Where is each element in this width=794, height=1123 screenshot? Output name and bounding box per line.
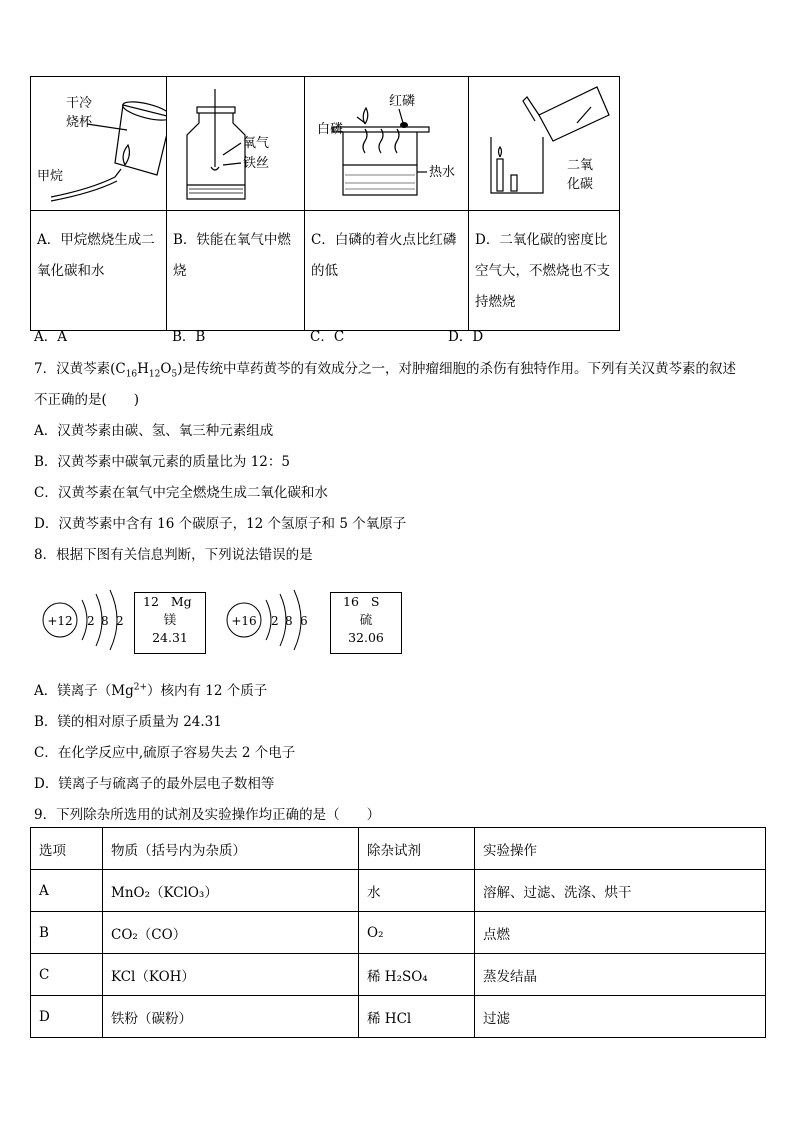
caption-d: D．二氧化碳的密度比空气大，不燃烧也不支持燃烧 bbox=[469, 211, 620, 331]
table-header-row bbox=[31, 828, 766, 870]
flame-icon bbox=[123, 145, 129, 165]
caption-b: B．铁能在氧气中燃烧 bbox=[167, 211, 305, 331]
phosphorus-figure bbox=[305, 77, 469, 210]
table-row: B CO₂（CO） O₂ 点燃 bbox=[31, 912, 766, 954]
co2-pouring-figure bbox=[469, 77, 620, 210]
figure-b-cell bbox=[167, 77, 305, 211]
q6-option-a: A．A bbox=[34, 329, 67, 345]
svg-text:6: 6 bbox=[300, 614, 308, 628]
label-red-phosphorus: 红磷 bbox=[389, 94, 416, 109]
label-hot-water: 热水 bbox=[429, 165, 456, 180]
red-phosphorus-dot bbox=[400, 122, 408, 128]
q6-options bbox=[34, 325, 586, 345]
label-co2-1: 二氧 bbox=[567, 158, 594, 173]
gas-bottle bbox=[187, 113, 245, 199]
q8-stem: 8．根据下图有关信息判断，下列说法错误的是 bbox=[34, 547, 313, 563]
q6-option-b: B．B bbox=[172, 329, 206, 345]
caption-a: A．甲烷燃烧生成二氧化碳和水 bbox=[31, 211, 167, 331]
mg-atom-structure bbox=[38, 586, 130, 656]
table-row: D 铁粉（碳粉） 稀 HCl 过滤 bbox=[31, 996, 766, 1038]
q6-option-c: C．C bbox=[310, 329, 345, 345]
header-substance: 物质（括号内为杂质） bbox=[103, 828, 359, 870]
gas-bottle bbox=[539, 87, 609, 141]
label-white-phosphorus: 白磷 bbox=[317, 122, 344, 137]
svg-text:2: 2 bbox=[116, 614, 124, 628]
q6-option-d: D．D bbox=[448, 329, 484, 345]
methane-burning-figure bbox=[31, 77, 167, 210]
svg-text:8: 8 bbox=[285, 614, 293, 628]
q7-stem-cont: 不正确的是( ) bbox=[34, 392, 140, 408]
q9-stem: 9．下列除杂所选用的试剂及实验操作均正确的是（ ） bbox=[34, 807, 381, 823]
iron-in-oxygen-figure bbox=[167, 77, 305, 210]
label-dry-cold-beaker-1: 干冷 bbox=[66, 96, 93, 111]
header-reagent: 除杂试剂 bbox=[359, 828, 475, 870]
q8-option-c: C．在化学反应中,硫原子容易失去 2 个电子 bbox=[34, 745, 296, 761]
q7-option-a: A．汉黄芩素由碳、氢、氧三种元素组成 bbox=[34, 423, 274, 439]
candle-flame-icon bbox=[499, 147, 502, 157]
beaker-shape bbox=[115, 105, 167, 175]
figure-a-cell bbox=[31, 77, 167, 211]
q7-option-c: C．汉黄芩素在氧气中完全燃烧生成二氧化碳和水 bbox=[34, 485, 328, 501]
label-co2-2: 化碳 bbox=[567, 177, 594, 192]
caption-c: C．白磷的着火点比红磷的低 bbox=[305, 211, 469, 331]
q7-option-b: B．汉黄芩素中碳氧元素的质量比为 12：5 bbox=[34, 454, 290, 470]
q7-stem: 7．汉黄芩素$(C_{16}H_{12}O_5)$是传统中草药黄芩的有效成分之一，对肿瘤细胞的杀伤有独特作用。下列有关汉黄芩素的叙述 bbox=[34, 361, 736, 380]
mg-element-box: 12 Mg 镁 24.31 bbox=[134, 592, 206, 654]
q8-option-b: B．镁的相对原子质量为 24.31 bbox=[34, 714, 222, 730]
label-oxygen: 氧气 bbox=[243, 136, 270, 151]
header-operation: 实验操作 bbox=[475, 828, 766, 870]
svg-text:2: 2 bbox=[87, 614, 95, 628]
figure-c-cell bbox=[305, 77, 469, 211]
table-row: A MnO₂（KClO₃） 水 溶解、过滤、洗涤、烘干 bbox=[31, 870, 766, 912]
table-row: C KCl（KOH） 稀 H₂SO₄ 蒸发结晶 bbox=[31, 954, 766, 996]
q9-table bbox=[30, 827, 766, 1038]
q7-option-d: D．汉黄芩素中含有 16 个碳原子，12 个氢原子和 5 个氧原子 bbox=[34, 516, 407, 532]
s-atom-structure bbox=[222, 586, 314, 656]
svg-text:8: 8 bbox=[101, 614, 109, 628]
s-nucleus: +16 bbox=[231, 614, 257, 628]
figure-d-cell bbox=[469, 77, 620, 211]
beaker-hot-water bbox=[343, 132, 417, 195]
label-dry-cold-beaker-2: 烧杯 bbox=[66, 115, 93, 130]
mg-nucleus: +12 bbox=[47, 614, 73, 628]
label-methane: 甲烷 bbox=[37, 169, 64, 184]
svg-text:2: 2 bbox=[271, 614, 279, 628]
q8-option-d: D．镁离子与硫离子的最外层电子数相等 bbox=[34, 776, 275, 792]
header-option: 选项 bbox=[31, 828, 103, 870]
s-element-box: 16 S 硫 32.06 bbox=[330, 592, 402, 654]
q8-option-a: A．镁离子$(Mg^{2+})$核内有 12 个质子 bbox=[34, 682, 268, 699]
label-iron-wire: 铁丝 bbox=[243, 156, 270, 171]
q6-figure-table bbox=[30, 76, 620, 331]
